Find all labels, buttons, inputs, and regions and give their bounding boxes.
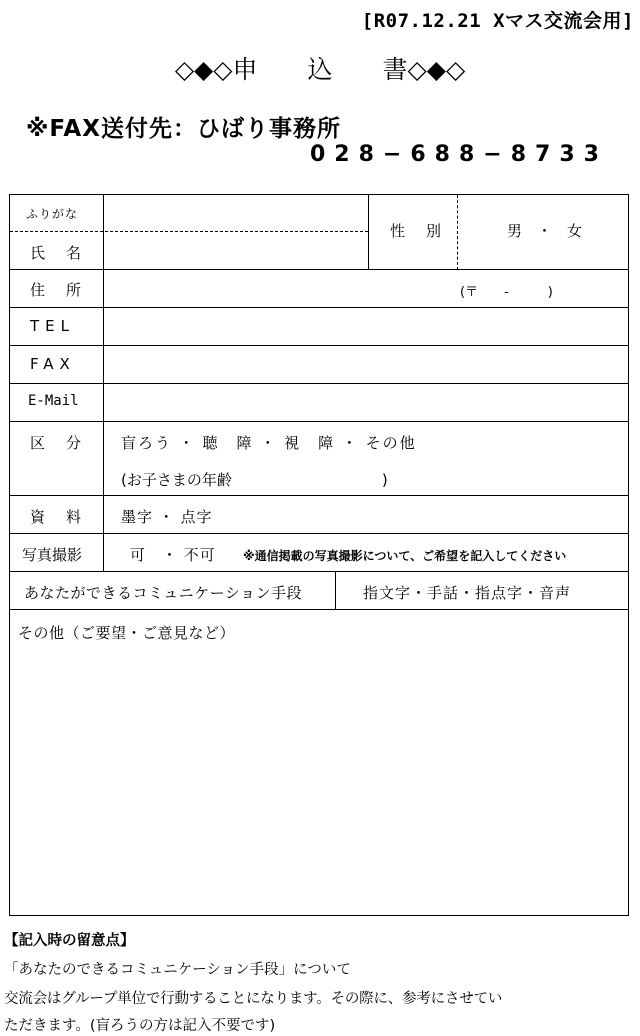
communication-options[interactable]: 指文字・手話・指点字・音声 [363, 584, 572, 602]
notes-line-3: ただきます。(盲ろうの方は記入不要です) [4, 1018, 276, 1034]
notes-line-1: 「あなたのできるコミュニケーション手段」について [4, 962, 351, 978]
tel-field[interactable] [108, 311, 623, 343]
photo-note: ※通信掲載の写真撮影について、ご希望を記入してください [243, 549, 567, 563]
photo-label: 写真撮影 [22, 546, 83, 564]
materials-label: 資 料 [30, 508, 85, 526]
communication-divider [335, 572, 336, 610]
name-label: 氏 名 [30, 244, 85, 262]
address-field[interactable] [108, 273, 448, 305]
notes-heading: 【記入時の留意点】 [4, 933, 135, 949]
address-label: 住 所 [30, 281, 85, 299]
gender-label: 性 別 [390, 222, 445, 240]
fax-field-label: FAX [30, 355, 76, 373]
other-label: その他（ご要望・ご意見など） [18, 624, 236, 642]
fax-destination-label: ※FAX送付先：ひばり事務所 [26, 116, 341, 142]
email-label: E-Mail [28, 393, 79, 409]
gender-divider-left [368, 195, 369, 270]
notes-line-2: 交流会はグループ単位で行動することになります。その際に、参考にさせてい [4, 991, 503, 1007]
document-title: ◇◆◇申 込 書◇◆◇ [174, 55, 466, 84]
materials-divider [103, 496, 104, 534]
category-options[interactable]: 盲ろう ・ 聴 障 ・ 視 障 ・ その他 [121, 434, 417, 452]
photo-options[interactable]: 可 ・ 不可 [130, 546, 216, 564]
fax-field[interactable] [108, 349, 623, 381]
gender-options[interactable]: 男 ・ 女 [507, 222, 583, 240]
category-label: 区 分 [30, 434, 85, 452]
email-field[interactable] [108, 387, 623, 419]
child-age-field[interactable]: (お子さまの年齢 ) [121, 471, 388, 489]
tel-label: TEL [30, 317, 75, 335]
postal-code-hint: (〒 - ) [460, 285, 553, 300]
furigana-field[interactable] [108, 199, 366, 229]
application-form [9, 194, 629, 916]
other-comments-field[interactable] [16, 647, 622, 909]
furigana-label: ふりがな [26, 207, 79, 221]
fax-number: 028−688−8733 [310, 142, 608, 167]
materials-options[interactable]: 墨字 ・ 点字 [121, 508, 213, 526]
communication-label: あなたができるコミュニケーション手段 [24, 584, 303, 602]
photo-divider [103, 534, 104, 572]
furigana-divider [10, 231, 368, 232]
name-field[interactable] [108, 235, 366, 267]
gender-divider-right [457, 195, 458, 270]
event-tag: [R07.12.21 Xマス交流会用] [361, 10, 634, 32]
